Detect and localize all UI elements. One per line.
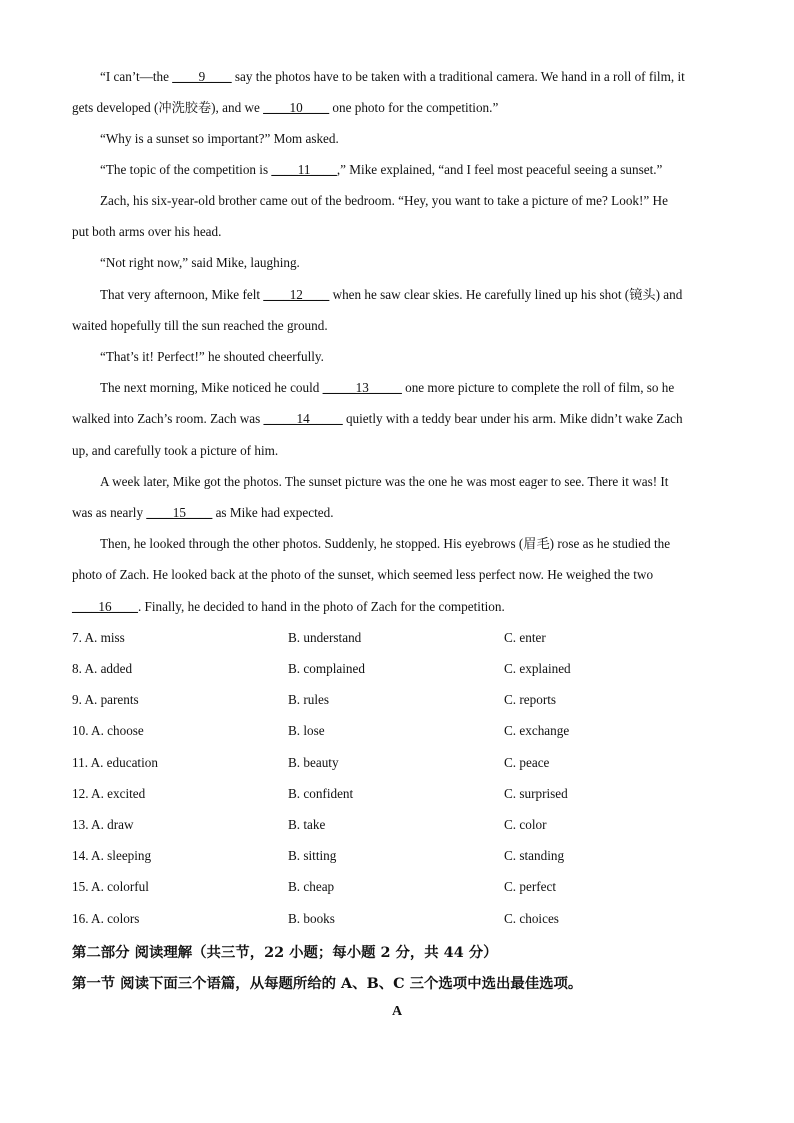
option-10-a: 10. A. choose [72,723,144,738]
option-13-c: C. color [504,817,547,832]
option-11-a: 11. A. education [72,755,158,770]
passage-line-15: was as nearly ____15____ as Mike had expected. [72,505,334,520]
passage-line-13: up, and carefully took a picture of him. [72,443,279,458]
passage-line-17: photo of Zach. He looked back at the photo of the sunset, which seemed less perfect now. He weighed the two [72,567,654,582]
blank-16: ____16____ [72,599,138,614]
option-7-b: B. understand [288,630,362,645]
passage-line-12: walked into Zach’s room. Zach was _____14_____ quietly with a teddy bear under his arm. Mike didn’t wake Zach [72,411,683,426]
passage-line-2: gets developed (冲洗胶卷), and we ____10____ one photo for the competition.” [72,100,499,115]
passage-line-10: “That’s it! Perfect!” he shouted cheerfully. [100,349,324,364]
passage-label: A [391,1004,403,1019]
option-15-a: 15. A. colorful [72,879,149,894]
passage-line-18: ____16____. Finally, he decided to hand in the photo of Zach for the competition. [72,599,505,614]
passage-line-11: The next morning, Mike noticed he could _____13_____ one more picture to complete the roll of film, so he [100,380,675,395]
option-14-a: 14. A. sleeping [72,848,152,863]
option-16-c: C. choices [504,911,559,926]
passage-line-14: A week later, Mike got the photos. The sunset picture was the one he was most eager to see. There it was! It [100,474,669,489]
section-one-instruction: 第一节 阅读下面三个语篇，从每题所给的 A、B、C 三个选项中选出最佳选项。 [72,975,583,992]
option-7-a: 7. A. miss [72,630,125,645]
blank-11: ____11____ [271,162,337,177]
option-13-b: B. take [288,817,326,832]
passage-line-16: Then, he looked through the other photos. Suddenly, he stopped. His eyebrows (眉毛) rose as he studied the [100,536,671,551]
option-14-c: C. standing [504,848,565,863]
option-15-b: B. cheap [288,879,335,894]
option-10-b: B. lose [288,723,325,738]
blank-9: ____9____ [172,69,232,84]
option-8-c: C. explained [504,661,571,676]
blank-10: ____10____ [263,100,330,115]
passage-line-5: Zach, his six-year-old brother came out of the bedroom. “Hey, you want to take a picture of me? Look!” He [100,193,668,208]
option-8-a: 8. A. added [72,661,133,676]
option-9-a: 9. A. parents [72,692,139,707]
passage-line-1: “I can’t—the ____9____ say the photos have to be taken with a traditional camera. We hand in a roll of film, it [100,69,685,84]
option-14-b: B. sitting [288,848,337,863]
option-15-c: C. perfect [504,879,556,894]
blank-15: ____15____ [146,505,213,520]
option-9-c: C. reports [504,692,557,707]
passage-line-8: That very afternoon, Mike felt ____12____ when he saw clear skies. He carefully lined up his shot (镜头) and [100,287,683,302]
blank-14: _____14_____ [263,411,343,426]
passage-line-6: put both arms over his head. [72,224,222,239]
option-13-a: 13. A. draw [72,817,134,832]
passage-line-3: “Why is a sunset so important?” Mom asked. [100,131,339,146]
part-two-heading: 第二部分 阅读理解（共三节，22 小题；每小题 2 分，共 44 分） [72,944,498,961]
option-8-b: B. complained [288,661,365,676]
passage-line-9: waited hopefully till the sun reached the ground. [72,318,328,333]
option-10-c: C. exchange [504,723,570,738]
option-7-c: C. enter [504,630,546,645]
option-11-b: B. beauty [288,755,339,770]
passage-line-4: “The topic of the competition is ____11____,” Mike explained, “and I feel most peaceful seeing a sunset.” [100,162,663,177]
option-16-b: B. books [288,911,335,926]
option-12-b: B. confident [288,786,354,801]
option-12-c: C. surprised [504,786,568,801]
blank-13: _____13_____ [322,380,402,395]
blank-12: ____12____ [263,287,330,302]
option-9-b: B. rules [288,692,330,707]
option-12-a: 12. A. excited [72,786,146,801]
option-16-a: 16. A. colors [72,911,140,926]
option-11-c: C. peace [504,755,550,770]
passage-line-7: “Not right now,” said Mike, laughing. [100,255,300,270]
